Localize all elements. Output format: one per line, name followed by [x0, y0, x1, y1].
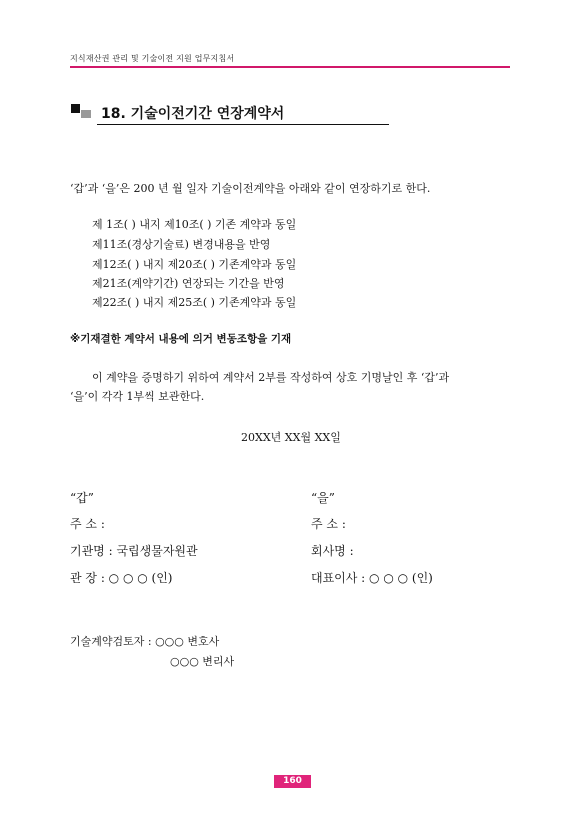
reviewer-patent-attorney: ○○○ 변리사 — [170, 655, 235, 668]
intro-paragraph: ‘갑’과 ‘을’은 200 년 월 일자 기술이전계약을 아래와 같이 연장하기로 한다. — [70, 182, 431, 195]
running-header: 지식재산권 관리 및 기술이전 지원 업무지침서 — [70, 54, 235, 63]
reviewer-lawyer: 기술계약검토자 : ○○○ 변호사 — [70, 635, 220, 648]
header-divider — [70, 66, 510, 68]
party-a-address: 주 소 : — [70, 517, 105, 531]
party-b-label: “을” — [311, 491, 335, 505]
page-number-badge: 160 — [274, 775, 311, 788]
contract-date: 20XX년 XX월 XX일 — [241, 431, 341, 444]
closing-paragraph-line: ‘을’이 각각 1부씩 보관한다. — [70, 390, 205, 403]
clause-item: 제 1조( ) 내지 제10조( ) 기존 계약과 동일 — [92, 218, 297, 231]
section-title-underline — [97, 124, 389, 125]
party-a-representative: 관 장 : ○ ○ ○ (인) — [70, 571, 173, 585]
party-b-company: 회사명 : — [311, 544, 354, 558]
party-a-label: “갑” — [70, 491, 94, 505]
party-b-representative: 대표이사 : ○ ○ ○ (인) — [311, 571, 433, 585]
section-title: 18. 기술이전기간 연장계약서 — [101, 106, 285, 122]
party-b-address: 주 소 : — [311, 517, 346, 531]
closing-paragraph-line: 이 계약을 증명하기 위하여 계약서 2부를 작성하여 상호 기명날인 후 ‘갑’과 — [92, 371, 450, 384]
section-bullet-square-icon — [71, 104, 80, 113]
clause-item: 제12조( ) 내지 제20조( ) 기존계약과 동일 — [92, 258, 297, 271]
instruction-note: ※기재결한 계약서 내용에 의거 변동조항을 기재 — [70, 333, 292, 345]
clause-item: 제21조(계약기간) 연장되는 기간을 반영 — [92, 277, 285, 290]
section-bullet-shadow-icon — [81, 110, 91, 118]
clause-item: 제22조( ) 내지 제25조( ) 기존계약과 동일 — [92, 296, 297, 309]
party-a-organization: 기관명 : 국립생물자원관 — [70, 544, 198, 558]
clause-item: 제11조(경상기술료) 변경내용을 반영 — [92, 238, 271, 251]
